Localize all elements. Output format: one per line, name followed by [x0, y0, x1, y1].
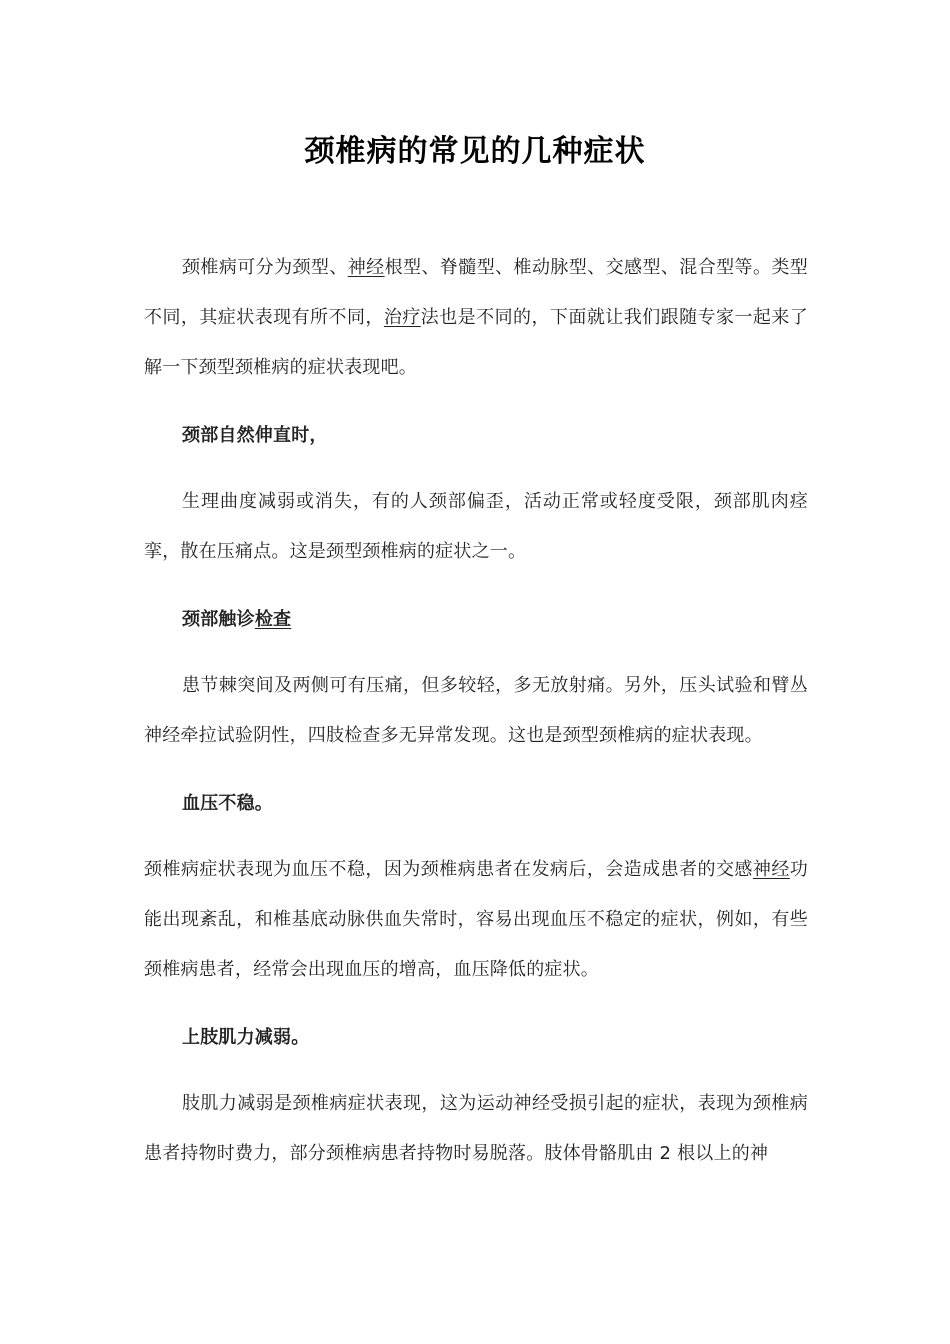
- palpation-heading-text: 颈部触诊: [182, 609, 255, 630]
- nerve-link[interactable]: 神经: [347, 257, 385, 278]
- section-heading-palpation: [144, 595, 808, 645]
- document-title: 颈椎病的常见的几种症状: [304, 134, 646, 169]
- treatment-link[interactable]: 治疗: [383, 307, 421, 328]
- section-body-blood-pressure: [144, 845, 808, 995]
- bp-text-2: 功能出现紊乱，和椎基底动脉供血失常时，容易出现血压不稳定的症状，例如，有些颈椎病患者，经常会出现血压的增高，血压降低的症状。: [144, 859, 808, 980]
- examination-link[interactable]: 检查: [254, 609, 292, 630]
- intro-text-3: 法也是不同的，下面就让我们跟随专家一起来了解一下颈型颈椎病的症状表现吧。: [144, 307, 808, 378]
- section-heading-blood-pressure: 血压不稳。: [182, 793, 273, 814]
- section-body-arm-weakness: 肢肌力减弱是颈椎病症状表现，这为运动神经受损引起的症状，表现为颈椎病患者持物时费力，部分颈椎病患者持物时易脱落。肢体骨骼肌由 2 根以上的神: [144, 1093, 808, 1164]
- section-body-palpation: 患节棘突间及两侧可有压痛，但多较轻，多无放射痛。另外，压头试验和臂丛神经牵拉试验阴性，四肢检查多无异常发现。这也是颈型颈椎病的症状表现。: [144, 675, 808, 746]
- intro-text-2: 根型、脊髓型、椎动脉型、交感型、混合型等。类型不同，其症状表现有所不同，: [144, 257, 808, 328]
- section-heading-neck-straight: 颈部自然伸直时，: [182, 425, 328, 446]
- intro-paragraph: [144, 243, 808, 393]
- section-heading-arm-weakness: 上肢肌力减弱。: [182, 1027, 310, 1048]
- bp-text-1: 颈椎病症状表现为血压不稳，因为颈椎病患者在发病后，会造成患者的交感: [144, 859, 753, 880]
- intro-text-1: 颈椎病可分为颈型、: [182, 257, 348, 278]
- section-body-neck-straight: 生理曲度减弱或消失，有的人颈部偏歪，活动正常或轻度受限，颈部肌肉痉挛，散在压痛点。这是颈型颈椎病的症状之一。: [144, 491, 808, 562]
- bp-nerve-link[interactable]: 神经: [752, 859, 790, 880]
- document-body: [144, 243, 808, 1179]
